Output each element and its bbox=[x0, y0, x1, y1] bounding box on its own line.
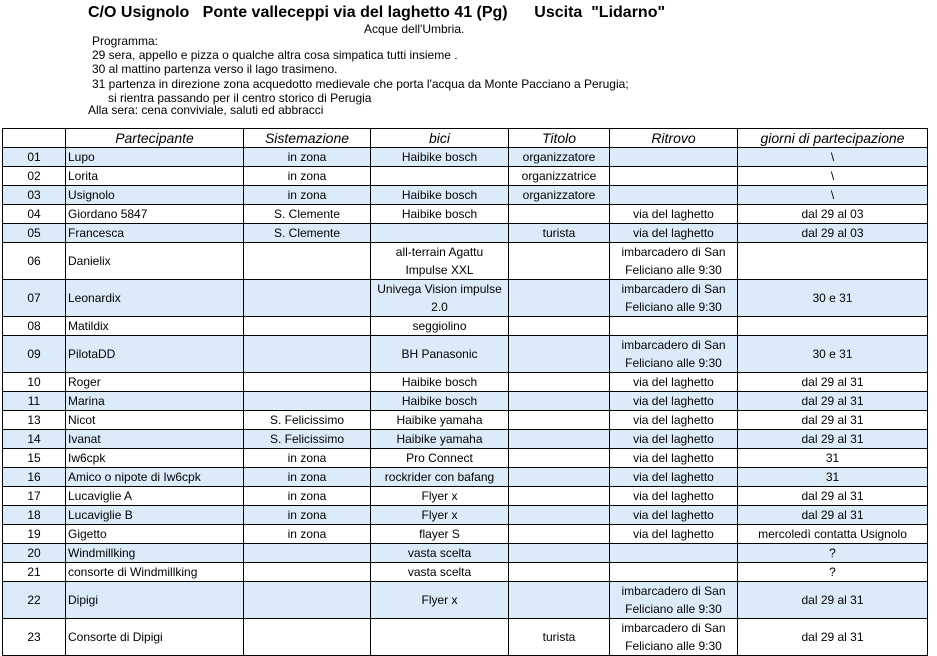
program-line: 29 sera, appello e pizza o qualche altra cosa simpatica tutti insieme . bbox=[92, 48, 458, 62]
participation-days-cell: dal 29 al 31 bbox=[738, 373, 928, 392]
accommodation-cell: S. Clemente bbox=[244, 205, 371, 224]
row-number-cell: 05 bbox=[3, 224, 66, 243]
row-number-cell: 07 bbox=[3, 280, 66, 317]
meeting-point-line: Feliciano alle 9:30 bbox=[625, 602, 722, 616]
bike-line: BH Panasonic bbox=[401, 347, 478, 361]
accommodation-cell: in zona bbox=[244, 506, 371, 525]
meeting-point-cell bbox=[610, 430, 738, 449]
meeting-point-line: imbarcadero di San bbox=[621, 338, 726, 352]
bike-line: Haibike bosch bbox=[401, 375, 478, 389]
accommodation-cell bbox=[244, 373, 371, 392]
table-row bbox=[3, 205, 928, 224]
bike-line: seggiolino bbox=[412, 319, 467, 333]
bike-cell bbox=[371, 148, 509, 167]
bike-cell bbox=[371, 186, 509, 205]
meeting-point-cell bbox=[610, 186, 738, 205]
participants-table bbox=[2, 128, 928, 656]
title-cell: organizzatore bbox=[509, 186, 610, 205]
table-row bbox=[3, 186, 928, 205]
bike-line: Haibike bosch bbox=[401, 150, 478, 164]
table-row bbox=[3, 167, 928, 186]
participant-cell: Giordano 5847 bbox=[66, 205, 244, 224]
title-cell bbox=[509, 487, 610, 506]
accommodation-cell: S. Felicissimo bbox=[244, 430, 371, 449]
row-number-cell: 19 bbox=[3, 525, 66, 544]
bike-cell bbox=[371, 506, 509, 525]
title-cell bbox=[509, 243, 610, 280]
participation-days-cell: 30 e 31 bbox=[738, 336, 928, 373]
row-number-cell: 13 bbox=[3, 411, 66, 430]
row-number-cell: 04 bbox=[3, 205, 66, 224]
accommodation-cell bbox=[244, 582, 371, 619]
meeting-point-cell bbox=[610, 563, 738, 582]
table-row bbox=[3, 224, 928, 243]
accommodation-cell bbox=[244, 563, 371, 582]
participation-days-cell: 31 bbox=[738, 468, 928, 487]
meeting-point-line: via del laghetto bbox=[633, 226, 714, 240]
bike-line: Impulse XXL bbox=[405, 263, 474, 277]
participant-cell: Consorte di Dipigi bbox=[66, 619, 244, 656]
participant-cell: Danielix bbox=[66, 243, 244, 280]
meeting-point-cell bbox=[610, 619, 738, 656]
table-row bbox=[3, 336, 928, 373]
participation-days-cell: dal 29 al 03 bbox=[738, 224, 928, 243]
participation-days-cell: dal 29 al 03 bbox=[738, 205, 928, 224]
column-header: giorni di partecipazione bbox=[738, 129, 928, 148]
bike-cell bbox=[371, 336, 509, 373]
meeting-point-line: via del laghetto bbox=[633, 451, 714, 465]
participant-cell: Ivanat bbox=[66, 430, 244, 449]
participant-cell: Windmillking bbox=[66, 544, 244, 563]
page-subtitle: Acque dell'Umbria. bbox=[364, 22, 465, 36]
table-row bbox=[3, 468, 928, 487]
bike-line: Haibike bosch bbox=[401, 207, 478, 221]
program-line: si rientra passando per il centro storico di Perugia bbox=[108, 91, 372, 105]
table-row bbox=[3, 430, 928, 449]
meeting-point-line: Feliciano alle 9:30 bbox=[625, 639, 722, 653]
participation-days-cell: dal 29 al 31 bbox=[738, 487, 928, 506]
program-line: 31 partenza in direzione zona acquedotto medievale che porta l'acqua da Monte Pacciano a Perugia; bbox=[92, 77, 629, 91]
title-cell bbox=[509, 392, 610, 411]
bike-cell bbox=[371, 582, 509, 619]
title-cell bbox=[509, 525, 610, 544]
bike-cell bbox=[371, 449, 509, 468]
bike-cell bbox=[371, 205, 509, 224]
participation-days-cell bbox=[738, 243, 928, 280]
table-row bbox=[3, 148, 928, 167]
accommodation-cell bbox=[244, 280, 371, 317]
accommodation-cell bbox=[244, 619, 371, 656]
meeting-point-cell bbox=[610, 411, 738, 430]
meeting-point-cell bbox=[610, 544, 738, 563]
title-cell bbox=[509, 506, 610, 525]
bike-line: Univega Vision impulse bbox=[377, 282, 502, 296]
title-cell bbox=[509, 544, 610, 563]
title-cell bbox=[509, 430, 610, 449]
meeting-point-line: via del laghetto bbox=[633, 394, 714, 408]
meeting-point-cell bbox=[610, 205, 738, 224]
participant-cell: Dipigi bbox=[66, 582, 244, 619]
participation-days-cell bbox=[738, 317, 928, 336]
row-number-cell: 20 bbox=[3, 544, 66, 563]
participation-days-cell: dal 29 al 31 bbox=[738, 392, 928, 411]
row-number-cell: 15 bbox=[3, 449, 66, 468]
title-cell: organizzatrice bbox=[509, 167, 610, 186]
title-cell bbox=[509, 411, 610, 430]
meeting-point-line: Feliciano alle 9:30 bbox=[625, 263, 722, 277]
bike-line: flayer S bbox=[419, 527, 460, 541]
accommodation-cell: in zona bbox=[244, 186, 371, 205]
meeting-point-cell bbox=[610, 525, 738, 544]
bike-cell bbox=[371, 243, 509, 280]
bike-cell bbox=[371, 544, 509, 563]
participant-cell: Iw6cpk bbox=[66, 449, 244, 468]
table-header-row bbox=[3, 129, 928, 148]
participant-cell: Nicot bbox=[66, 411, 244, 430]
meeting-point-cell bbox=[610, 317, 738, 336]
page-title: C/O Usignolo Ponte valleceppi via del laghetto 41 (Pg) Uscita "Lidarno" bbox=[88, 4, 666, 21]
title-cell: turista bbox=[509, 224, 610, 243]
table-row bbox=[3, 373, 928, 392]
title-cell: turista bbox=[509, 619, 610, 656]
meeting-point-line: via del laghetto bbox=[633, 527, 714, 541]
accommodation-cell: in zona bbox=[244, 148, 371, 167]
meeting-point-cell bbox=[610, 449, 738, 468]
table-row bbox=[3, 392, 928, 411]
row-number-cell: 11 bbox=[3, 392, 66, 411]
title-cell bbox=[509, 582, 610, 619]
meeting-point-cell bbox=[610, 506, 738, 525]
accommodation-cell bbox=[244, 336, 371, 373]
meeting-point-line: via del laghetto bbox=[633, 508, 714, 522]
bike-line: Haibike yamaha bbox=[396, 432, 483, 446]
bike-line: Pro Connect bbox=[406, 451, 473, 465]
column-header: bici bbox=[371, 129, 509, 148]
accommodation-cell: in zona bbox=[244, 468, 371, 487]
title-cell bbox=[509, 468, 610, 487]
row-number-cell: 18 bbox=[3, 506, 66, 525]
participant-cell: Lorita bbox=[66, 167, 244, 186]
bike-line: Haibike bosch bbox=[401, 188, 478, 202]
bike-cell bbox=[371, 619, 509, 656]
bike-line: Flyer x bbox=[421, 508, 458, 522]
row-number-cell: 01 bbox=[3, 148, 66, 167]
participation-days-cell: dal 29 al 31 bbox=[738, 506, 928, 525]
participant-cell: Roger bbox=[66, 373, 244, 392]
document-header bbox=[0, 0, 937, 127]
row-number-cell: 10 bbox=[3, 373, 66, 392]
meeting-point-line: imbarcadero di San bbox=[621, 282, 726, 296]
bike-line: Haibike yamaha bbox=[396, 413, 483, 427]
meeting-point-line: via del laghetto bbox=[633, 432, 714, 446]
row-number-cell: 21 bbox=[3, 563, 66, 582]
meeting-point-line: via del laghetto bbox=[633, 470, 714, 484]
bike-line: vasta scelta bbox=[407, 565, 472, 579]
table-row bbox=[3, 563, 928, 582]
participant-cell: Marina bbox=[66, 392, 244, 411]
participant-cell: PilotaDD bbox=[66, 336, 244, 373]
table-row bbox=[3, 619, 928, 656]
meeting-point-cell bbox=[610, 336, 738, 373]
bike-cell bbox=[371, 430, 509, 449]
table-row bbox=[3, 506, 928, 525]
bike-cell bbox=[371, 317, 509, 336]
bike-line: all-terrain Agattu bbox=[395, 245, 484, 259]
meeting-point-cell bbox=[610, 148, 738, 167]
column-header: Titolo bbox=[509, 129, 610, 148]
meeting-point-line: Feliciano alle 9:30 bbox=[625, 300, 722, 314]
participant-cell: Lucaviglie B bbox=[66, 506, 244, 525]
table-row bbox=[3, 243, 928, 280]
table-row bbox=[3, 487, 928, 506]
accommodation-cell: S. Felicissimo bbox=[244, 411, 371, 430]
meeting-point-line: via del laghetto bbox=[633, 489, 714, 503]
participation-days-cell: dal 29 al 31 bbox=[738, 411, 928, 430]
participant-cell: Usignolo bbox=[66, 186, 244, 205]
participant-cell: Lucaviglie A bbox=[66, 487, 244, 506]
participation-days-cell: dal 29 al 31 bbox=[738, 582, 928, 619]
row-number-cell: 02 bbox=[3, 167, 66, 186]
row-number-cell: 17 bbox=[3, 487, 66, 506]
title-cell: organizzatore bbox=[509, 148, 610, 167]
table-body bbox=[3, 148, 928, 656]
accommodation-cell: in zona bbox=[244, 449, 371, 468]
bike-cell bbox=[371, 563, 509, 582]
meeting-point-cell bbox=[610, 392, 738, 411]
participation-days-cell: \ bbox=[738, 148, 928, 167]
participant-cell: Lupo bbox=[66, 148, 244, 167]
table-row bbox=[3, 280, 928, 317]
bike-cell bbox=[371, 167, 509, 186]
bike-cell bbox=[371, 525, 509, 544]
row-number-cell: 22 bbox=[3, 582, 66, 619]
meeting-point-cell bbox=[610, 243, 738, 280]
participant-cell: Matildix bbox=[66, 317, 244, 336]
title-cell bbox=[509, 280, 610, 317]
meeting-point-line: Feliciano alle 9:30 bbox=[625, 356, 722, 370]
participation-days-cell: \ bbox=[738, 167, 928, 186]
participation-days-cell: ? bbox=[738, 563, 928, 582]
row-number-cell: 06 bbox=[3, 243, 66, 280]
accommodation-cell: S. Clemente bbox=[244, 224, 371, 243]
accommodation-cell bbox=[244, 317, 371, 336]
meeting-point-line: imbarcadero di San bbox=[621, 584, 726, 598]
program-line: 30 al mattino partenza verso il lago trasimeno. bbox=[92, 62, 338, 76]
meeting-point-cell bbox=[610, 487, 738, 506]
row-number-cell: 08 bbox=[3, 317, 66, 336]
participant-cell: consorte di Windmillking bbox=[66, 563, 244, 582]
meeting-point-cell bbox=[610, 224, 738, 243]
program-line: Alla sera: cena conviviale, saluti ed abbracci bbox=[88, 103, 324, 117]
participation-days-cell: dal 29 al 31 bbox=[738, 430, 928, 449]
meeting-point-line: via del laghetto bbox=[633, 375, 714, 389]
row-number-cell: 23 bbox=[3, 619, 66, 656]
row-number-cell: 03 bbox=[3, 186, 66, 205]
bike-line: vasta scelta bbox=[407, 546, 472, 560]
bike-cell bbox=[371, 411, 509, 430]
bike-cell bbox=[371, 392, 509, 411]
title-cell bbox=[509, 336, 610, 373]
accommodation-cell: in zona bbox=[244, 525, 371, 544]
column-header: Sistemazione bbox=[244, 129, 371, 148]
meeting-point-cell bbox=[610, 280, 738, 317]
table-row bbox=[3, 317, 928, 336]
title-cell bbox=[509, 563, 610, 582]
bike-cell bbox=[371, 468, 509, 487]
bike-cell bbox=[371, 373, 509, 392]
meeting-point-cell bbox=[610, 468, 738, 487]
table-row bbox=[3, 449, 928, 468]
accommodation-cell bbox=[244, 243, 371, 280]
accommodation-cell bbox=[244, 392, 371, 411]
accommodation-cell: in zona bbox=[244, 167, 371, 186]
title-cell bbox=[509, 373, 610, 392]
table-row bbox=[3, 525, 928, 544]
participation-days-cell: mercoledì contatta Usignolo bbox=[738, 525, 928, 544]
row-number-cell: 16 bbox=[3, 468, 66, 487]
row-number-cell: 09 bbox=[3, 336, 66, 373]
column-header bbox=[3, 129, 66, 148]
participation-days-cell: ? bbox=[738, 544, 928, 563]
table-row bbox=[3, 582, 928, 619]
meeting-point-line: imbarcadero di San bbox=[621, 245, 726, 259]
program-label: Programma: bbox=[92, 34, 159, 48]
title-cell bbox=[509, 317, 610, 336]
bike-line: Flyer x bbox=[421, 593, 458, 607]
bike-cell bbox=[371, 224, 509, 243]
bike-line: Flyer x bbox=[421, 489, 458, 503]
meeting-point-cell bbox=[610, 373, 738, 392]
bike-line: 2.0 bbox=[431, 300, 448, 314]
meeting-point-line: via del laghetto bbox=[633, 413, 714, 427]
title-cell bbox=[509, 205, 610, 224]
participation-days-cell: dal 29 al 31 bbox=[738, 619, 928, 656]
meeting-point-cell bbox=[610, 167, 738, 186]
bike-cell bbox=[371, 280, 509, 317]
meeting-point-line: via del laghetto bbox=[633, 207, 714, 221]
bike-line: rockrider con bafang bbox=[384, 470, 495, 484]
participation-days-cell: \ bbox=[738, 186, 928, 205]
meeting-point-cell bbox=[610, 582, 738, 619]
bike-line: Haibike bosch bbox=[401, 394, 478, 408]
participant-cell: Gigetto bbox=[66, 525, 244, 544]
title-cell bbox=[509, 449, 610, 468]
participation-days-cell: 30 e 31 bbox=[738, 280, 928, 317]
accommodation-cell: in zona bbox=[244, 487, 371, 506]
table-row bbox=[3, 411, 928, 430]
bike-cell bbox=[371, 487, 509, 506]
column-header: Ritrovo bbox=[610, 129, 738, 148]
participant-cell: Leonardix bbox=[66, 280, 244, 317]
row-number-cell: 14 bbox=[3, 430, 66, 449]
table-row bbox=[3, 544, 928, 563]
participant-cell: Francesca bbox=[66, 224, 244, 243]
participation-days-cell: 31 bbox=[738, 449, 928, 468]
accommodation-cell bbox=[244, 544, 371, 563]
participant-cell: Amico o nipote di Iw6cpk bbox=[66, 468, 244, 487]
meeting-point-line: imbarcadero di San bbox=[621, 621, 726, 635]
column-header: Partecipante bbox=[66, 129, 244, 148]
